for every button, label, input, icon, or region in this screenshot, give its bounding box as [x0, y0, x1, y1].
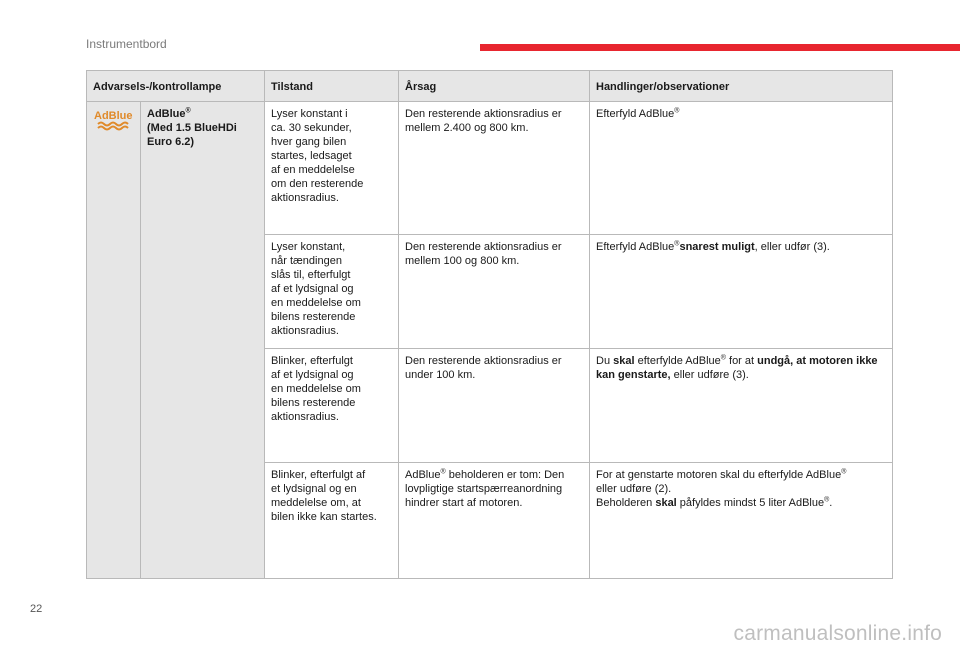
registered-mark: ®	[674, 107, 680, 115]
cause-text: Den resterende aktionsradius er under 100 km.	[405, 355, 562, 381]
table-row	[87, 102, 893, 235]
registered-mark: ®	[440, 468, 446, 476]
action-cell	[590, 349, 893, 463]
action-text: påfyldes mindst 5 liter AdBlue	[676, 497, 825, 509]
action-text: for at	[725, 355, 758, 367]
registered-mark: ®	[720, 354, 726, 362]
lamp-name: AdBlue	[147, 108, 186, 120]
page-number: 22	[30, 603, 43, 615]
registered-mark: ®	[824, 496, 830, 504]
emphasis-text: skal	[613, 355, 635, 367]
cause-text: beholderen er tom: Den lovpligtige startspærreanordning hindrer start af motoren.	[405, 469, 565, 509]
registered-mark: ®	[841, 468, 847, 476]
cause-text: AdBlue	[405, 469, 441, 481]
action-text: Efterfyld AdBlue	[596, 108, 675, 120]
emphasis-text: snarest muligt	[679, 241, 755, 253]
state-text: Lyser konstant i ca. 30 sekunder, hver gang bilen startes, ledsaget af en meddelelse om den resterende aktionsradius.	[271, 108, 364, 204]
action-text: For at genstarte motoren skal du efterfylde AdBlue	[596, 469, 842, 481]
action-cell	[590, 235, 893, 349]
action-cell	[590, 102, 893, 235]
action-text: Du	[596, 355, 614, 367]
section-accent-bar	[480, 44, 960, 51]
cause-text: Den resterende aktionsradius er mellem 100 og 800 km.	[405, 241, 562, 267]
action-cell	[590, 463, 893, 579]
lamp-icon-cell	[87, 102, 141, 579]
cause-cell	[399, 235, 590, 349]
cause-text: Den resterende aktionsradius er mellem 2.400 og 800 km.	[405, 108, 562, 134]
column-header-state: Tilstand	[265, 71, 399, 102]
state-text: Lyser konstant, når tændingen slås til, efterfulgt af et lydsignal og en meddelelse om bilens resterende aktionsradius.	[271, 241, 361, 337]
action-text: , eller udfør (3).	[754, 241, 830, 253]
lamp-detail: (Med 1.5 BlueHDi Euro 6.2)	[147, 122, 237, 148]
column-header-lamp: Advarsels-/kontrollampe	[87, 71, 265, 102]
action-text: .	[829, 497, 833, 509]
state-text: Blinker, efterfulgt af et lydsignal og en meddelelse om bilens resterende aktionsradius.	[271, 355, 361, 423]
table-header-row	[87, 71, 893, 102]
column-header-cause: Årsag	[399, 71, 590, 102]
action-text: eller udføre (2). Beholderen	[596, 483, 672, 509]
state-text: Blinker, efterfulgt af et lydsignal og en meddelelse om, at bilen ikke kan startes.	[271, 469, 377, 523]
emphasis-text: skal	[655, 497, 677, 509]
cause-cell	[399, 349, 590, 463]
state-cell	[265, 463, 399, 579]
registered-mark: ®	[674, 240, 680, 248]
lamp-name-cell	[141, 102, 265, 579]
svg-text:AdBlue: AdBlue	[94, 110, 133, 122]
registered-mark: ®	[185, 107, 191, 115]
state-cell	[265, 102, 399, 235]
cause-cell	[399, 463, 590, 579]
adblue-icon	[93, 107, 135, 133]
action-text: Efterfyld AdBlue	[596, 241, 675, 253]
emphasis-text: undgå, at motoren ikke kan genstarte,	[596, 355, 878, 381]
state-cell	[265, 349, 399, 463]
action-text: efterfylde AdBlue	[634, 355, 721, 367]
section-title: Instrumentbord	[86, 37, 167, 51]
column-header-action: Handlinger/observationer	[590, 71, 893, 102]
warning-lamp-table	[86, 70, 893, 579]
action-text: eller udføre (3).	[670, 369, 749, 381]
state-cell	[265, 235, 399, 349]
watermark: carmanualsonline.info	[733, 622, 942, 645]
cause-cell	[399, 102, 590, 235]
